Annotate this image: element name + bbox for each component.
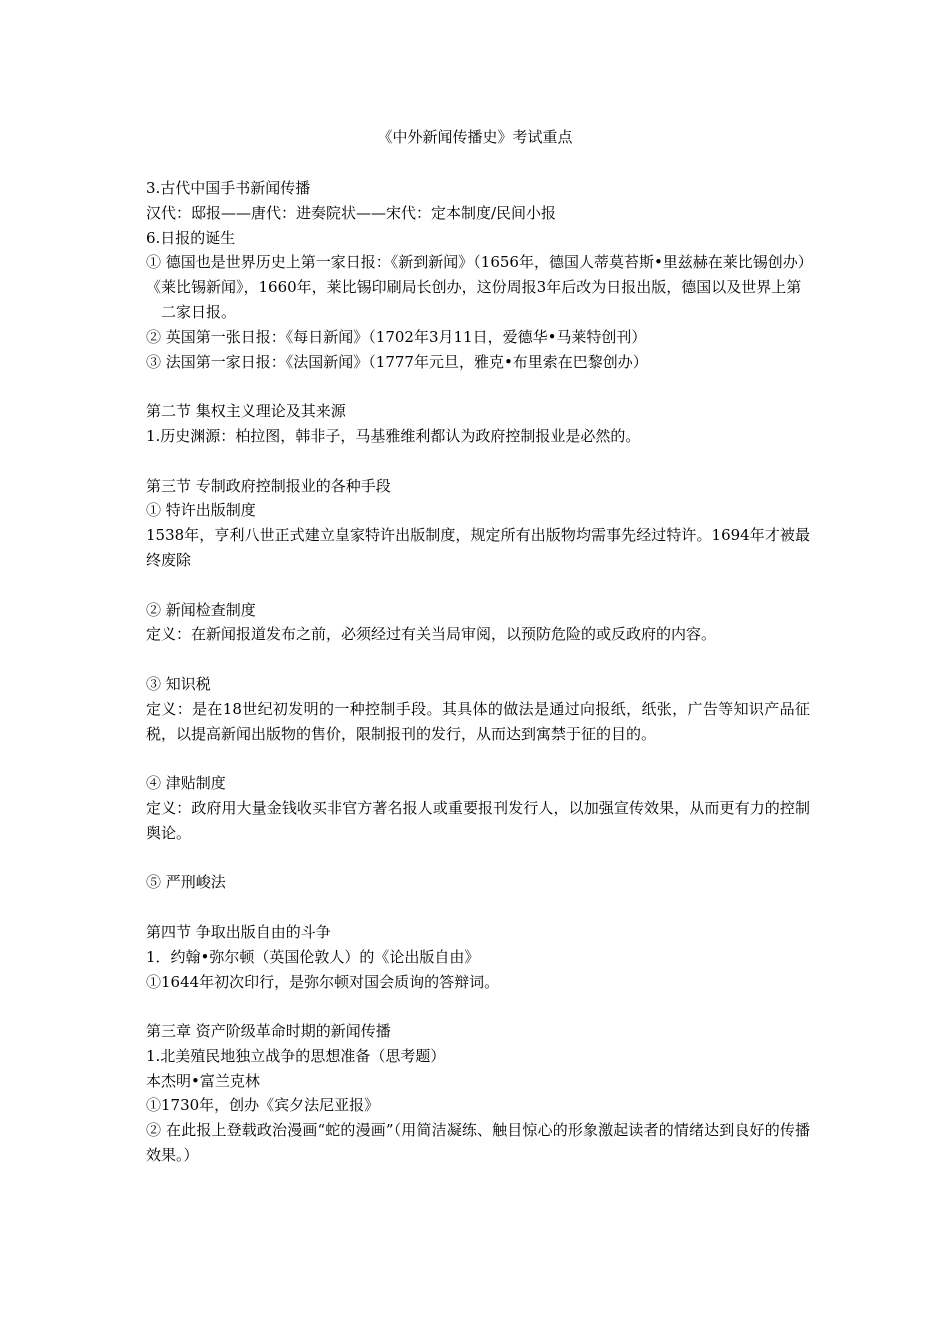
text-england-first-daily: ② 英国第一张日报：《每日新闻》（1702年3月11日，爱德华•马莱特创刊） xyxy=(146,327,647,346)
blank-line xyxy=(146,994,810,1019)
text-pennsylvania-gazette: ①1730年，创办《宾夕法尼亚报》 xyxy=(146,1096,380,1115)
text-snake-cartoon: ② 在此报上登载政治漫画“蛇的漫画”（用简洁凝练、触目惊心的形象激起读者的情绪达到良好的传播效果。） xyxy=(146,1121,810,1165)
document-body xyxy=(146,176,813,1168)
blank-line xyxy=(146,846,810,871)
subheading-knowledge-tax: ③ 知识税 xyxy=(146,674,211,693)
blank-line xyxy=(146,895,810,920)
heading-section-4: 第四节 争取出版自由的斗争 xyxy=(146,922,331,941)
blank-line xyxy=(146,573,810,598)
text-censorship: 定义：在新闻报道发布之前，必须经过有关当局审阅，以预防危险的或反政府的内容。 xyxy=(146,625,717,644)
subheading-censorship: ② 新闻检查制度 xyxy=(146,600,256,619)
blank-line xyxy=(146,374,810,399)
text-north-america-prep: 1.北美殖民地独立战争的思想准备（思考题） xyxy=(146,1046,446,1065)
subheading-harsh-laws: ⑤ 严刑峻法 xyxy=(146,873,226,892)
blank-line xyxy=(146,647,810,672)
text-subsidy: 定义：政府用大量金钱收买非官方著名报人或重要报刊发行人，以加强宣传效果，从而更有力的控制舆论。 xyxy=(146,798,810,842)
subheading-licensing: ① 特许出版制度 xyxy=(146,501,256,520)
heading-chapter-3: 第三章 资产阶级革命时期的新闻传播 xyxy=(146,1022,391,1041)
text-milton: 1．约翰•弥尔顿（英国伦敦人）的《论出版自由》 xyxy=(146,947,480,966)
text-han-tang-song: 汉代：邸报——唐代：进奏院状——宋代：定本制度/民间小报 xyxy=(146,203,557,222)
text-leipzig-news: 《莱比锡新闻》，1660年，莱比锡印刷局长创办，这份周报3年后改为日报出版，德国以及世界上第二家日报。 xyxy=(146,278,802,321)
heading-ancient-handwritten-news: 3.古代中国手书新闻传播 xyxy=(146,179,311,197)
text-france-first-daily: ③ 法国第一家日报：《法国新闻》（1777年元旦，雅克•布里索在巴黎创办） xyxy=(146,352,648,371)
text-licensing: 1538年，亨利八世正式建立皇家特许出版制度，规定所有出版物均需事先经过特许。1694年才被最终废除 xyxy=(146,526,810,569)
blank-line xyxy=(146,746,810,771)
text-knowledge-tax: 定义：是在18世纪初发明的一种控制手段。其具体的做法是通过向报纸，纸张，广告等知识产品征税，以提高新闻出版物的售价，限制报刊的发行，从而达到寓禁于征的目的。 xyxy=(146,699,810,743)
text-germany-first-daily: ① 德国也是世界历史上第一家日报：《新到新闻》（1656年，德国人蒂莫苔斯•里兹赫在莱比锡创办） xyxy=(146,253,813,272)
heading-section-2: 第二节 集权主义理论及其来源 xyxy=(146,402,346,421)
subheading-subsidy: ④ 津贴制度 xyxy=(146,774,226,793)
blank-line xyxy=(146,449,810,474)
text-historical-origins: 1.历史渊源：柏拉图，韩非子，马基雅维利都认为政府控制报业是必然的。 xyxy=(146,426,641,445)
text-franklin: 本杰明•富兰克林 xyxy=(146,1071,260,1090)
document-title: 《中外新闻传播史》考试重点 xyxy=(377,128,573,146)
text-areopagitica: ①1644年初次印行，是弥尔顿对国会质询的答辩词。 xyxy=(146,972,500,991)
heading-birth-of-daily: 6.日报的诞生 xyxy=(146,228,236,247)
heading-section-3: 第三节 专制政府控制报业的各种手段 xyxy=(146,476,391,495)
